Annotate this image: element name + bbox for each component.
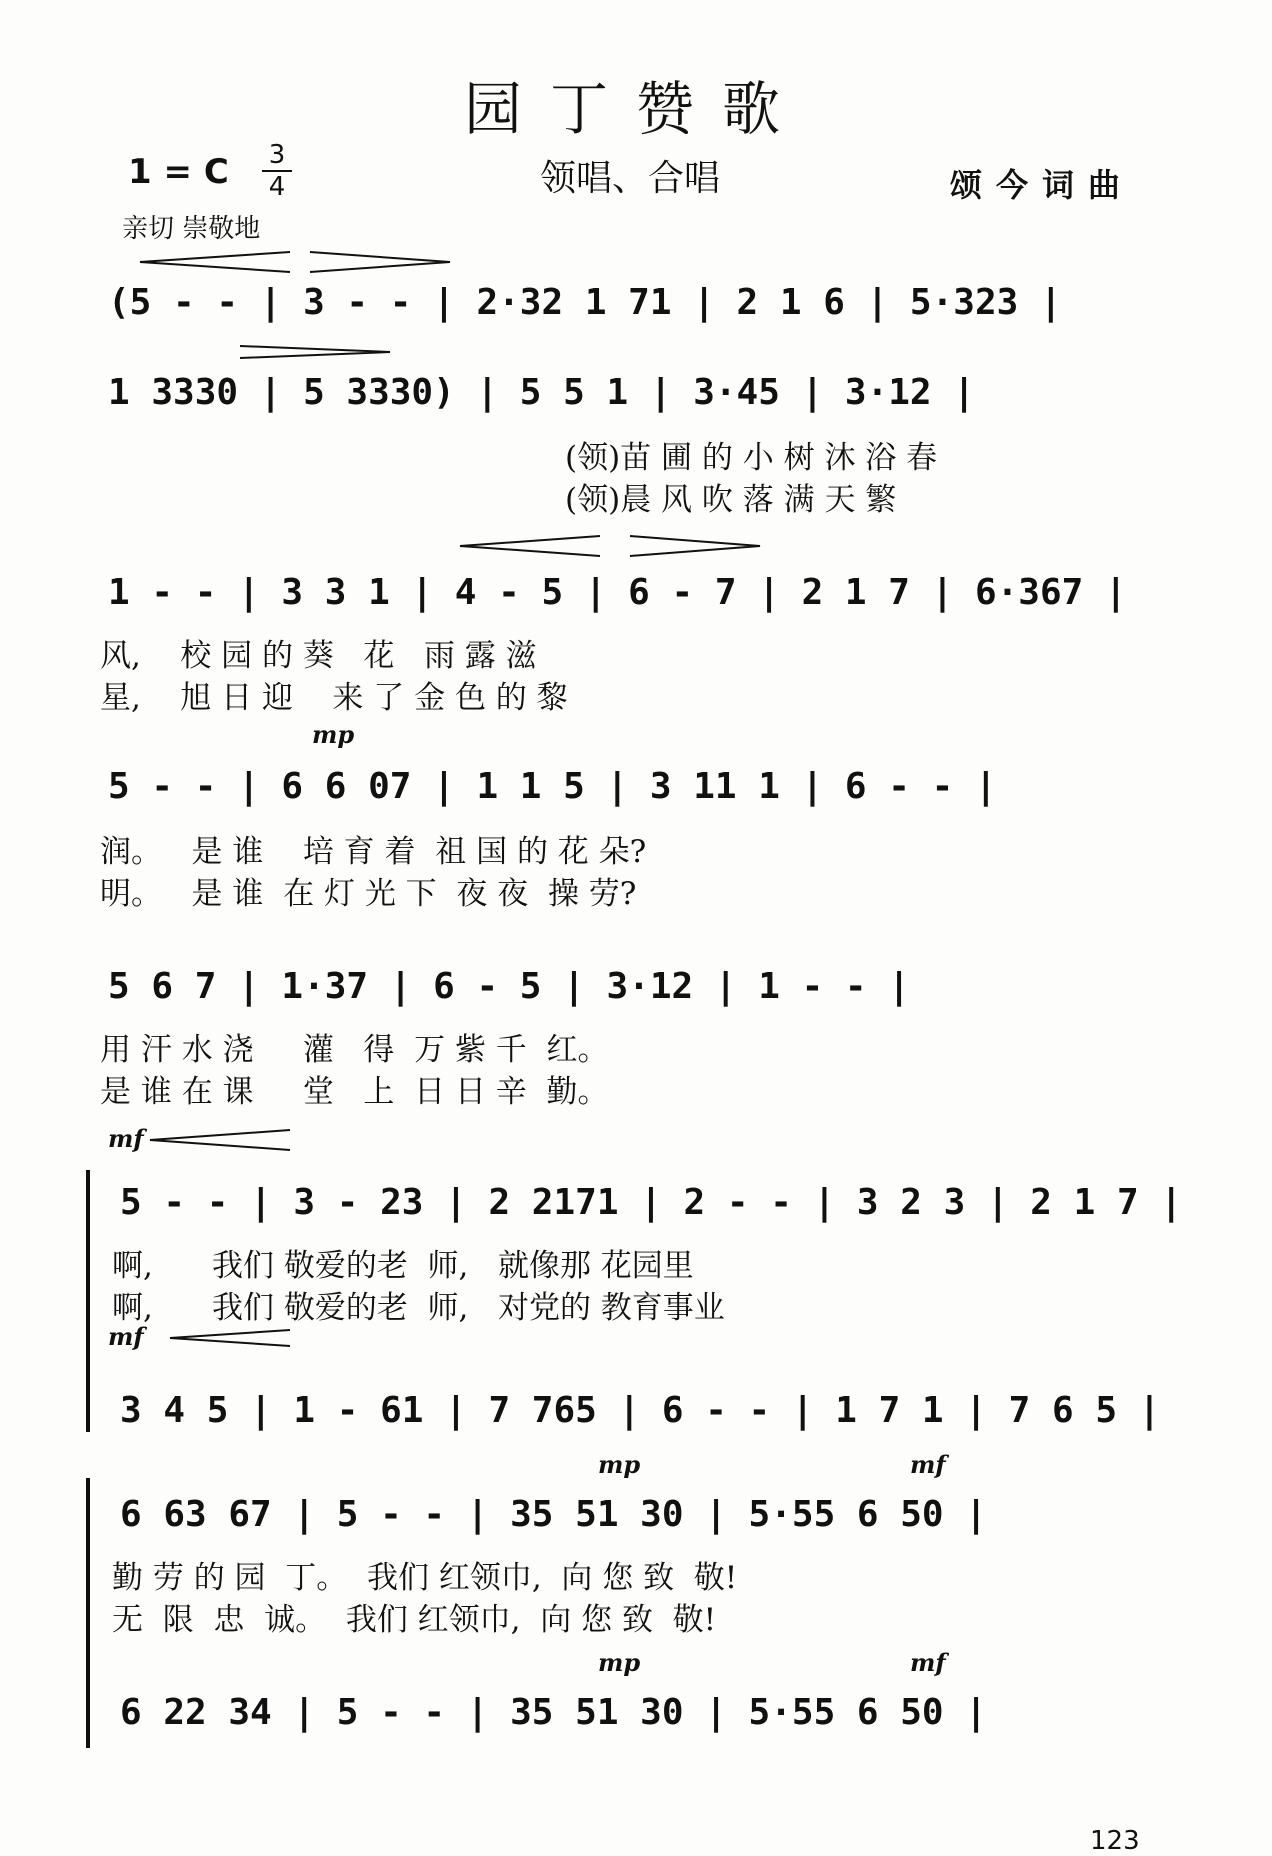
lyrics-line-8b: 无 限 忠 诚。 我们 红领巾, 向 您 致 敬! — [112, 1602, 717, 1638]
notation-line-1: (5 - - | 3 - - | 2·32 1 71 | 2 1 6 | 5·323 | — [108, 282, 1062, 323]
notation-line-7: 3 4 5 | 1 - 61 | 7 765 | 6 - - | 1 7 1 | 7 6 5 | — [120, 1390, 1161, 1431]
lyrics-line-2b: (领)晨 风 吹 落 满 天 繁 — [565, 482, 897, 518]
lyrics-line-6a: 啊, 我们 敬爱的老 师, 就像那 花园里 — [112, 1248, 694, 1284]
dynamic-mp: mp — [312, 720, 355, 749]
lyrics-line-5a: 用 汗 水 浇 灌 得 万 紫 千 红。 — [100, 1032, 609, 1068]
notation-line-9: 6 22 34 | 5 - - | 35 51 30 | 5·55 6 50 | — [120, 1692, 987, 1733]
lyrics-line-3a: 风, 校 园 的 葵 花 雨 露 滋 — [100, 638, 537, 674]
performance-form: 领唱、合唱 — [540, 158, 721, 199]
notation-line-2: 1 3330 | 5 3330) | 5 5 1 | 3·45 | 3·12 | — [108, 372, 975, 413]
lyrics-line-5b: 是 谁 在 课 堂 上 日 日 辛 勤。 — [100, 1074, 609, 1110]
lyrics-line-2a: (领)苗 圃 的 小 树 沐 浴 春 — [565, 440, 938, 476]
dynamic-mf: mf — [108, 1124, 144, 1153]
author-credit: 颂今词曲 — [950, 166, 1135, 204]
page-title: 园丁赞歌 — [463, 75, 808, 143]
notation-line-5: 5 6 7 | 1·37 | 6 - 5 | 3·12 | 1 - - | — [108, 966, 910, 1007]
dynamic-mf: mf — [108, 1322, 144, 1351]
lyrics-line-3b: 星, 旭 日 迎 来 了 金 色 的 黎 — [100, 680, 568, 716]
notation-line-6: 5 - - | 3 - 23 | 2 2171 | 2 - - | 3 2 3 | 2 1 7 | — [120, 1182, 1183, 1223]
lyrics-line-4a: 润。 是 谁 培 育 着 祖 国 的 花 朵? — [100, 834, 647, 870]
lyrics-line-6b: 啊, 我们 敬爱的老 师, 对党的 教育事业 — [112, 1290, 725, 1326]
dynamic-mp: mp — [598, 1648, 641, 1677]
lyrics-line-4b: 明。 是 谁 在 灯 光 下 夜 夜 操 劳? — [100, 876, 637, 912]
dynamic-mf: mf — [910, 1648, 946, 1677]
dynamic-mp: mp — [598, 1450, 641, 1479]
notation-line-4: 5 - - | 6 6 07 | 1 1 5 | 3 11 1 | 6 - - | — [108, 766, 997, 807]
page-number: 123 — [1090, 1826, 1140, 1856]
notation-line-3: 1 - - | 3 3 1 | 4 - 5 | 6 - 7 | 2 1 7 | 6·367 | — [108, 572, 1127, 613]
key-signature: 1 = C — [128, 152, 229, 192]
time-bottom: 4 — [268, 172, 286, 202]
time-top: 3 — [268, 140, 286, 170]
dynamic-mf: mf — [910, 1450, 946, 1479]
notation-line-8: 6 63 67 | 5 - - | 35 51 30 | 5·55 6 50 | — [120, 1494, 987, 1535]
lyrics-line-8a: 勤 劳 的 园 丁。 我们 红领巾, 向 您 致 敬! — [112, 1560, 738, 1596]
tempo-marking: 亲切 崇敬地 — [122, 214, 261, 244]
